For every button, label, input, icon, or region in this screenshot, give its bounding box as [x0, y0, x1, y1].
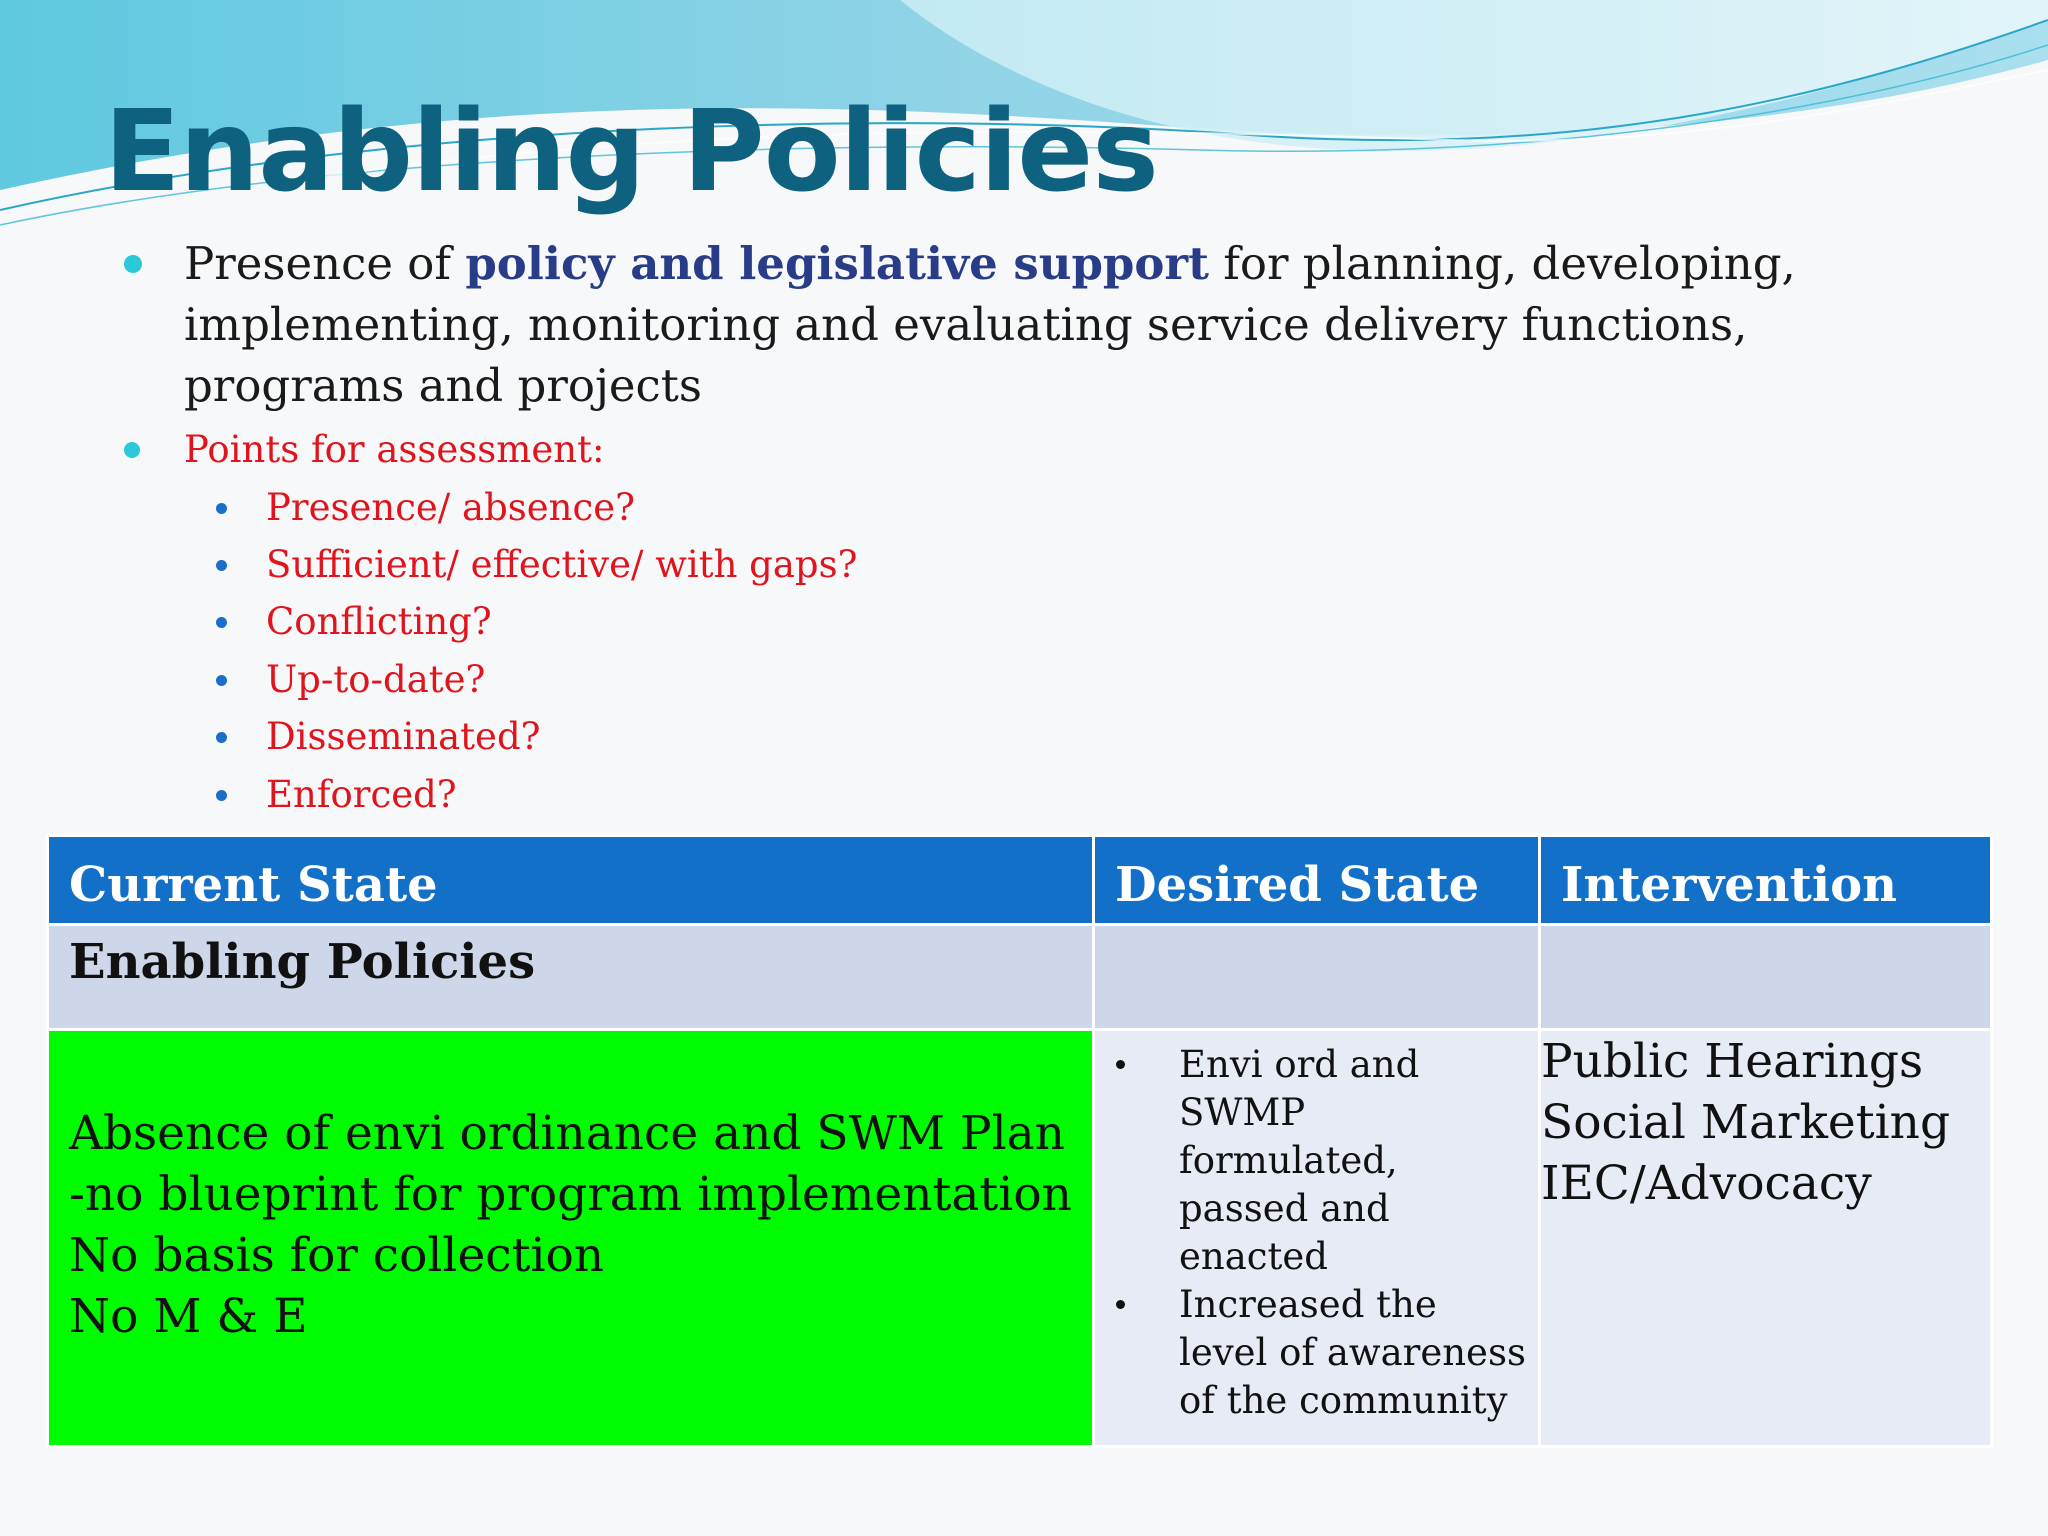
section-row — [48, 925, 1992, 1030]
state-intervention-table — [46, 834, 1993, 1448]
intro-prefix: Presence of — [184, 237, 466, 290]
current-state-line: No basis for collection — [69, 1228, 605, 1283]
sub-bullet-dot-icon — [216, 675, 227, 686]
assessment-point — [266, 541, 857, 589]
desired-state-text: Envi ord and SWMP formulated, passed and enacted — [1179, 1043, 1420, 1278]
desired-state-list — [1095, 1031, 1538, 1425]
section-empty-cell — [1094, 925, 1540, 1030]
current-state-line: Absence of envi ordinance and SWM Plan — [69, 1106, 1065, 1161]
assessment-point-label: Disseminated? — [266, 715, 541, 758]
assessment-point-label: Up-to-date? — [266, 658, 486, 701]
table-header-row — [48, 836, 1992, 925]
section-label: Enabling Policies — [48, 925, 1094, 1030]
desired-state-item — [1179, 1281, 1526, 1425]
sub-bullet-dot-icon — [216, 617, 227, 628]
assessment-point — [266, 484, 635, 532]
desired-state-cell — [1094, 1030, 1540, 1447]
intro-emphasis: policy and legislative support — [465, 237, 1209, 290]
assessment-heading-label: Points for assessment: — [184, 428, 605, 471]
assessment-point-label: Sufficient/ effective/ with gaps? — [266, 543, 858, 586]
intro-bullet — [184, 233, 1964, 416]
sub-bullet-dot-icon — [216, 790, 227, 801]
assessment-point — [266, 713, 540, 761]
sub-bullet-dot-icon — [216, 732, 227, 743]
intervention-line: Public Hearings — [1541, 1034, 1924, 1089]
assessment-heading — [184, 426, 1964, 474]
intro-suffix: for planning, developing, implementing, monitoring and evaluating service delivery functions, programs and projects — [184, 237, 1796, 412]
assessment-point-label: Presence/ absence? — [266, 486, 635, 529]
sub-bullet-dot-icon — [216, 560, 227, 571]
header-current-state: Current State — [48, 836, 1094, 925]
intervention-line: Social Marketing — [1541, 1095, 1951, 1150]
table-row — [48, 1030, 1992, 1447]
desired-state-text: Increased the level of awareness of the community — [1179, 1283, 1526, 1422]
assessment-point — [266, 771, 457, 819]
header-desired-state: Desired State — [1094, 836, 1540, 925]
bullet-dot-icon — [124, 442, 140, 458]
current-state-cell — [48, 1030, 1094, 1447]
section-empty-cell — [1540, 925, 1992, 1030]
desired-state-item — [1179, 1041, 1526, 1281]
intervention-cell — [1540, 1030, 1992, 1447]
bullet-dot-icon — [1116, 1300, 1125, 1309]
sub-bullet-dot-icon — [216, 503, 227, 514]
bullet-dot-icon — [1116, 1060, 1125, 1069]
assessment-point — [266, 598, 492, 646]
current-state-line: -no blueprint for program implementation — [69, 1167, 1072, 1222]
assessment-point — [266, 656, 485, 704]
intervention-line: IEC/Advocacy — [1541, 1156, 1872, 1211]
bullet-dot-icon — [124, 255, 142, 273]
assessment-point-label: Conflicting? — [266, 600, 492, 643]
current-state-line: No M & E — [69, 1289, 308, 1344]
assessment-point-label: Enforced? — [266, 773, 457, 816]
header-intervention: Intervention — [1540, 836, 1992, 925]
slide-title: Enabling Policies — [104, 87, 1158, 217]
